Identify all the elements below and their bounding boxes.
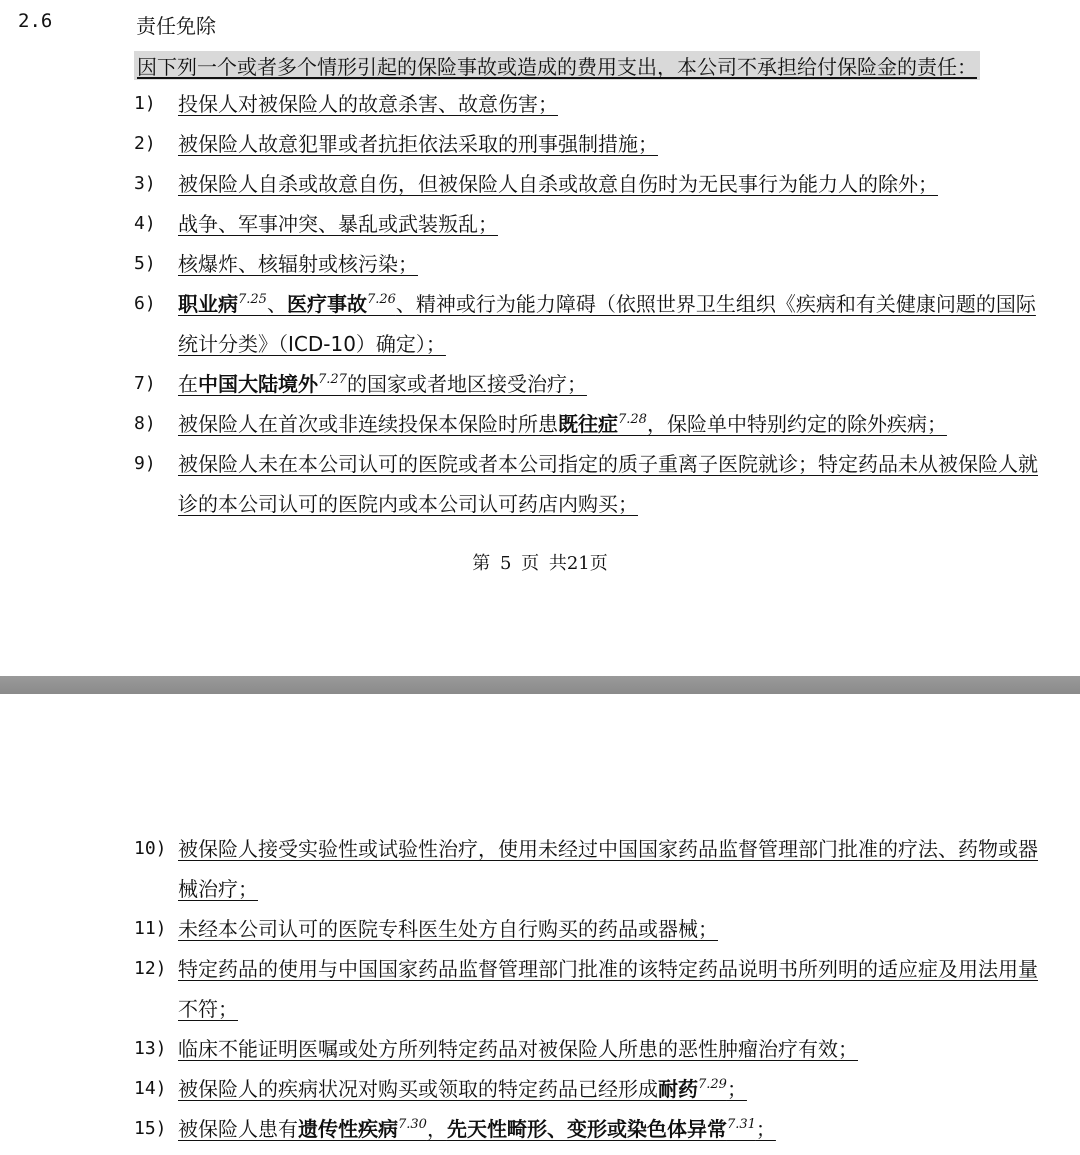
item-number: 3) — [134, 173, 156, 194]
item-text: 被保险人故意犯罪或者抗拒依法采取的刑事强制措施； — [178, 132, 658, 156]
item-number: 13) — [134, 1038, 167, 1059]
defined-term: 医疗事故 — [286, 292, 367, 316]
item-text: 被保险人未在本公司认可的医院或者本公司指定的质子重离子医院就诊；特定药品未从被保险人就诊的本公司认可的医院内或本公司认可药店内购买； — [178, 452, 1038, 516]
item-number: 10) — [134, 838, 167, 859]
term-reference: 7.29 — [698, 1077, 727, 1092]
defined-term: 先天性畸形、变形或染色体异常 — [446, 1117, 727, 1141]
item-text: 未经本公司认可的医院专科医生处方自行购买的药品或器械； — [178, 917, 718, 941]
item-text: 被保险人接受实验性或试验性治疗，使用未经过中国国家药品监督管理部门批准的疗法、药物或器械治疗； — [178, 837, 1038, 901]
term-reference: 7.28 — [618, 412, 647, 427]
item-pre-text: 被保险人在首次或非连续投保本保险时所患 — [178, 412, 558, 436]
separator: 、 — [266, 292, 287, 316]
defined-term: 中国大陆境外 — [198, 372, 318, 396]
item-rest-text: ； — [726, 1077, 747, 1101]
item-number: 11) — [134, 918, 167, 939]
item-text — [178, 1069, 1044, 1109]
section-number: 2.6 — [18, 10, 53, 32]
item-number: 7) — [134, 373, 156, 394]
item-pre-text: 被保险人患有 — [178, 1117, 298, 1141]
item-number: 2) — [134, 133, 156, 154]
item-text — [178, 1109, 1044, 1149]
item-text — [178, 284, 1044, 364]
section-intro: 因下列一个或者多个情形引起的保险事故或造成的费用支出，本公司不承担给付保险金的责任： — [134, 51, 980, 80]
term-reference: 7.31 — [726, 1117, 756, 1132]
item-rest-text: ，保险单中特别约定的除外疾病； — [646, 412, 947, 436]
item-number: 5) — [134, 253, 156, 274]
item-rest-text: 的国家或者地区接受治疗； — [346, 372, 587, 396]
item-pre-text: 被保险人的疾病状况对购买或领取的特定药品已经形成 — [178, 1077, 658, 1101]
item-number: 6) — [134, 293, 156, 314]
section-title: 责任免除 — [136, 14, 216, 38]
separator: ， — [426, 1117, 447, 1141]
item-text: 被保险人自杀或故意自伤，但被保险人自杀或故意自伤时为无民事行为能力人的除外； — [178, 172, 938, 196]
item-number: 4) — [134, 213, 156, 234]
item-text: 临床不能证明医嘱或处方所列特定药品对被保险人所患的恶性肿瘤治疗有效； — [178, 1037, 858, 1061]
defined-term: 既往症 — [558, 412, 618, 436]
item-text: 投保人对被保险人的故意杀害、故意伤害； — [178, 92, 558, 116]
item-pre-text: 在 — [178, 372, 198, 396]
item-text — [178, 364, 1044, 404]
item-text: 特定药品的使用与中国国家药品监督管理部门批准的该特定药品说明书所列明的适应症及用法用量不符； — [178, 957, 1038, 1021]
item-number: 9) — [134, 453, 156, 474]
term-reference: 7.25 — [238, 292, 267, 307]
defined-term: 遗传性疾病 — [298, 1117, 398, 1141]
item-number: 1) — [134, 93, 156, 114]
defined-term: 耐药 — [658, 1077, 698, 1101]
item-text — [178, 404, 1044, 444]
item-number: 8) — [134, 413, 156, 434]
defined-term: 职业病 — [178, 292, 238, 316]
page-number-footer: 第 5 页 共21页 — [472, 553, 608, 574]
item-text: 战争、军事冲突、暴乱或武装叛乱； — [178, 212, 498, 236]
term-reference: 7.30 — [398, 1117, 427, 1132]
term-reference: 7.27 — [318, 372, 347, 387]
term-reference: 7.26 — [366, 292, 396, 307]
item-number: 14) — [134, 1078, 167, 1099]
item-rest-text: ； — [755, 1117, 776, 1141]
item-number: 12) — [134, 958, 167, 979]
item-number: 15) — [134, 1118, 167, 1139]
item-rest-text: 、精神或行为能力障碍（依照世界卫生组织《疾病和有关健康问题的国际统计分类》（ICD-10）确定）； — [178, 292, 1036, 356]
item-text: 核爆炸、核辐射或核污染； — [178, 252, 418, 276]
page-break-divider — [0, 676, 1080, 694]
